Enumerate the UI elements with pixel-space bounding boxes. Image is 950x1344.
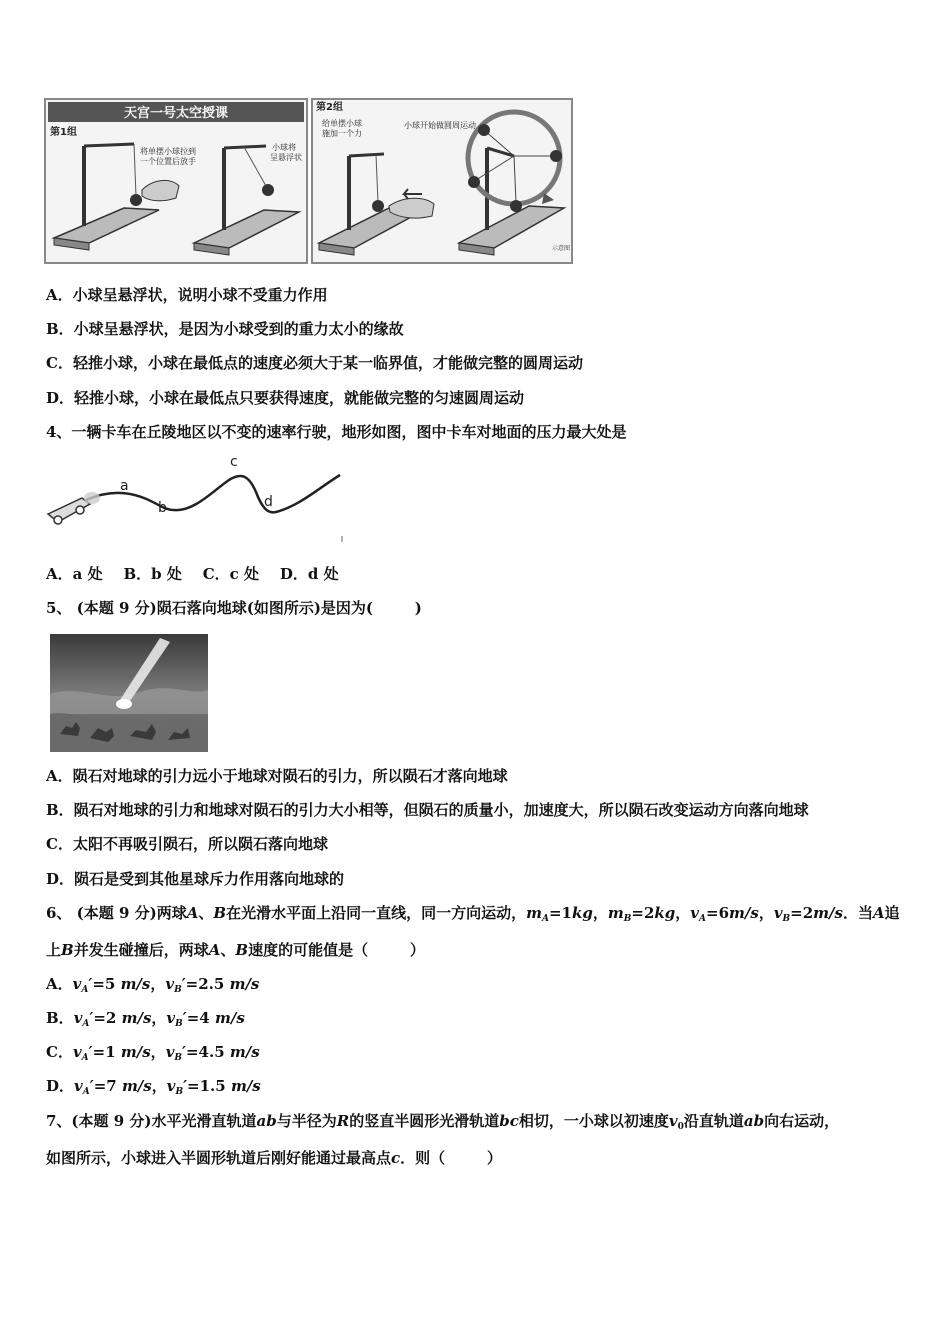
corner-mark: 示意图 xyxy=(552,245,571,252)
q4-options: A．a 处 B．b 处 C．c 处 D．d 处 xyxy=(46,565,339,583)
q6-option-b xyxy=(46,1008,245,1034)
q6-opt-a-label: A． xyxy=(46,975,73,993)
q7-point-c: c xyxy=(391,1149,401,1167)
q7-pre: 7、(本题 9 分)水平光滑直轨道 xyxy=(46,1112,257,1130)
q6-opt-b-va: =2 xyxy=(93,1009,117,1027)
q6-opt-d-v2: v xyxy=(166,1077,176,1095)
q6-opt-c-sub2: B xyxy=(174,1053,183,1063)
q6-opt-b-v2: v xyxy=(166,1009,176,1027)
meteor-glow xyxy=(116,699,132,709)
q3-option-c: C．轻推小球，小球在最低点的速度必须大于某一临界值，才能做完整的圆周运动 xyxy=(46,354,583,372)
q6-opt-a-sub1: A xyxy=(81,985,89,995)
truck-icon xyxy=(48,492,100,524)
q6-opt-a-sub2: B xyxy=(174,985,182,995)
q7-v0: v xyxy=(668,1112,678,1130)
q6-m-b: m xyxy=(607,904,624,922)
q7-stem-line1 xyxy=(46,1111,839,1137)
q6-opt-a-prime1: ′ xyxy=(88,975,93,993)
q6-va-val: =6 xyxy=(706,904,730,922)
q6-opt-b-sub2: B xyxy=(175,1019,183,1029)
left-note2-line2: 呈悬浮状 xyxy=(270,153,302,162)
q6-opt-c-label: C． xyxy=(46,1043,73,1061)
left-group-label: 第1组 xyxy=(50,127,77,138)
q6-opt-d-unit2: m/s xyxy=(230,1077,261,1095)
q6-when: ．当 xyxy=(842,904,873,922)
truck-wheel-front xyxy=(76,506,84,514)
q6-opt-d-comma: ， xyxy=(151,1077,167,1095)
q6-comma-3: ， xyxy=(758,904,774,922)
q6-opt-b-unit1: m/s xyxy=(121,1009,152,1027)
q6-sep-2: 、 xyxy=(220,941,236,959)
q6-opt-d-sub2: B xyxy=(175,1087,184,1097)
q4-stem: 4、一辆卡车在丘陵地区以不变的速率行驶，地形如图，图中卡车对地面的压力最大处是 xyxy=(46,423,627,441)
q6-opt-d-prime2: ′ xyxy=(183,1077,188,1095)
pendulum-ball-1 xyxy=(130,194,142,206)
q6-opt-c-v2: v xyxy=(165,1043,175,1061)
space-lecture-figure xyxy=(44,98,574,266)
right-note1-line1: 给单摆小球 xyxy=(322,119,362,128)
q6-comma-1: ， xyxy=(592,904,608,922)
q6-opt-d-sub1: A xyxy=(82,1087,90,1097)
q6-opt-a-va: =5 xyxy=(92,975,116,993)
pendulum-arm-2 xyxy=(224,146,266,148)
q6-sub-va: A xyxy=(699,914,706,924)
q7-t4: 沿直轨道 xyxy=(683,1112,744,1130)
q6-opt-a-unit1: m/s xyxy=(120,975,151,993)
pendulum-ball-3 xyxy=(372,200,384,212)
q6-stem-line2 xyxy=(46,940,425,960)
q6-ma-val: =1 xyxy=(548,904,572,922)
terrain-label-b: b xyxy=(158,500,167,516)
q3-option-d: D．轻推小球，小球在最低点只要获得速度，就能做完整的匀速圆周运动 xyxy=(46,389,525,407)
q6-opt-b-sub1: A xyxy=(82,1019,90,1029)
q6-opt-d-prime1: ′ xyxy=(89,1077,94,1095)
q7-t5: 向右运动， xyxy=(764,1112,840,1130)
ball-pos-right xyxy=(550,150,562,162)
q7-ab-2: ab xyxy=(743,1112,765,1130)
q5-option-d: D．陨石是受到其他星球斥力作用落向地球的 xyxy=(46,870,345,888)
q6-ball-a-2: A xyxy=(872,904,885,922)
q6-opt-c-unit2: m/s xyxy=(229,1043,260,1061)
q6-opt-a-v2: v xyxy=(165,975,175,993)
q6-ms-2: m/s xyxy=(813,904,843,922)
q6-l2-pre: 上 xyxy=(46,941,62,959)
right-note1-line2: 施加一个力 xyxy=(322,129,362,138)
q6-opt-d-label: D． xyxy=(46,1077,75,1095)
right-note2: 小球开始做圆周运动 xyxy=(404,121,476,130)
q6-ball-a-3: A xyxy=(208,941,221,959)
q6-opt-a-v1: v xyxy=(72,975,82,993)
q6-sep: 、 xyxy=(198,904,214,922)
q6-mid: 在光滑水平面上沿同一直线，同一方向运动， xyxy=(226,904,527,922)
q6-opt-c-comma: ， xyxy=(150,1043,166,1061)
q3-option-b: B．小球呈悬浮状，是因为小球受到的重力太小的缘故 xyxy=(46,320,404,338)
q6-l2-mid: 并发生碰撞后，两球 xyxy=(73,941,209,959)
q6-option-c xyxy=(46,1042,260,1068)
q6-opt-c-sub1: A xyxy=(81,1053,89,1063)
left-note2-line1: 小球将 xyxy=(272,143,296,152)
q6-opt-d-va: =7 xyxy=(93,1077,117,1095)
q7-l2-pre: 如图所示，小球进入半圆形轨道后刚好能通过最高点 xyxy=(46,1149,392,1167)
q6-opt-a-unit2: m/s xyxy=(229,975,260,993)
q6-opt-c-unit1: m/s xyxy=(120,1043,151,1061)
q6-opt-c-prime2: ′ xyxy=(182,1043,186,1061)
q6-opt-c-vb: =4.5 xyxy=(185,1043,225,1061)
q7-bc: bc xyxy=(499,1112,519,1130)
q6-v-a: v xyxy=(690,904,700,922)
q6-ms-1: m/s xyxy=(729,904,759,922)
left-note1-line2: 一个位置后放手 xyxy=(140,157,196,166)
pendulum-arm-3 xyxy=(349,154,384,156)
q6-pre: 6、 (本题 9 分)两球 xyxy=(46,904,187,922)
q6-opt-d-unit1: m/s xyxy=(121,1077,152,1095)
q6-opt-b-label: B． xyxy=(46,1009,74,1027)
terrain-label-a: a xyxy=(120,478,129,494)
q5-option-a: A．陨石对地球的引力远小于地球对陨石的引力，所以陨石才落向地球 xyxy=(46,767,508,785)
q6-kg-1: kg xyxy=(571,904,593,922)
q6-kg-2: kg xyxy=(654,904,676,922)
terrain-label-c: c xyxy=(230,454,238,470)
ball-pos-top xyxy=(478,124,490,136)
q6-opt-b-unit2: m/s xyxy=(214,1009,245,1027)
q6-ball-b-2: B xyxy=(61,941,74,959)
q5-option-c: C．太阳不再吸引陨石，所以陨石落向地球 xyxy=(46,835,328,853)
q6-m-a: m xyxy=(526,904,542,922)
ball-pos-bottom xyxy=(510,200,522,212)
right-group-label: 第2组 xyxy=(316,102,343,113)
q6-mb-val: =2 xyxy=(631,904,655,922)
left-note1-line1: 将单摆小球拉到 xyxy=(140,147,196,156)
q7-radius: R xyxy=(336,1112,350,1130)
q6-option-d xyxy=(46,1076,261,1102)
q6-opt-d-v1: v xyxy=(74,1077,83,1095)
q7-stem-line2 xyxy=(46,1148,502,1168)
q6-ball-a: A xyxy=(186,904,199,922)
q6-opt-b-v1: v xyxy=(73,1009,83,1027)
q3-option-a: A．小球呈悬浮状，说明小球不受重力作用 xyxy=(46,286,328,304)
q5-stem: 5、 (本题 9 分)陨石落向地球(如图所示)是因为( ) xyxy=(46,599,422,617)
truck-wheel-rear xyxy=(54,516,62,524)
q6-ball-b-3: B xyxy=(235,941,249,959)
q6-opt-c-v1: v xyxy=(72,1043,82,1061)
q6-v-b: v xyxy=(773,904,783,922)
q5-option-b: B．陨石对地球的引力和地球对陨石的引力大小相等，但陨石的质量小，加速度大，所以陨石改变运动方向落向地球 xyxy=(46,801,809,819)
q6-opt-a-vb: =2.5 xyxy=(185,975,225,993)
meteorite-image xyxy=(50,634,208,752)
q6-opt-b-comma: ， xyxy=(151,1009,167,1027)
q7-t1: 与半径为 xyxy=(276,1112,337,1130)
q6-chase: 追 xyxy=(884,904,900,922)
q6-opt-b-vb: =4 xyxy=(186,1009,210,1027)
terrain-label-d: d xyxy=(264,494,273,510)
q6-ball-b: B xyxy=(213,904,227,922)
q7-t2: 的竖直半圆形光滑轨道 xyxy=(349,1112,500,1130)
q7-ab-1: ab xyxy=(256,1112,277,1130)
q6-opt-a-prime2: ′ xyxy=(181,975,186,993)
q6-sub-vb: B xyxy=(782,914,791,924)
q6-sub-b: B xyxy=(623,914,632,924)
q7-l2-end: ．则（ ） xyxy=(400,1149,502,1167)
left-panel-title: 天宫一号太空授课 xyxy=(123,106,229,121)
q7-t3: 相切，一小球以初速度 xyxy=(518,1112,669,1130)
q6-vb-val: =2 xyxy=(790,904,814,922)
hill-terrain-figure xyxy=(44,450,354,550)
q6-opt-c-va: =1 xyxy=(92,1043,116,1061)
q6-comma-2: ， xyxy=(675,904,691,922)
q6-option-a xyxy=(46,974,259,1000)
q6-opt-c-prime1: ′ xyxy=(88,1043,93,1061)
q6-opt-b-prime2: ′ xyxy=(182,1009,187,1027)
q6-opt-a-comma: ， xyxy=(150,975,166,993)
truck-dust xyxy=(84,492,100,504)
q7-v0-sub: 0 xyxy=(677,1122,684,1132)
q6-sub-a: A xyxy=(541,914,549,924)
pendulum-ball-2 xyxy=(262,184,274,196)
q6-stem-line1 xyxy=(46,903,900,929)
ball-pos-left xyxy=(468,176,480,188)
pendulum-arm-1 xyxy=(84,144,134,146)
q6-opt-b-prime1: ′ xyxy=(89,1009,94,1027)
q6-l2-end: 速度的可能值是（ ） xyxy=(248,941,425,959)
q6-opt-d-vb: =1.5 xyxy=(187,1077,226,1095)
